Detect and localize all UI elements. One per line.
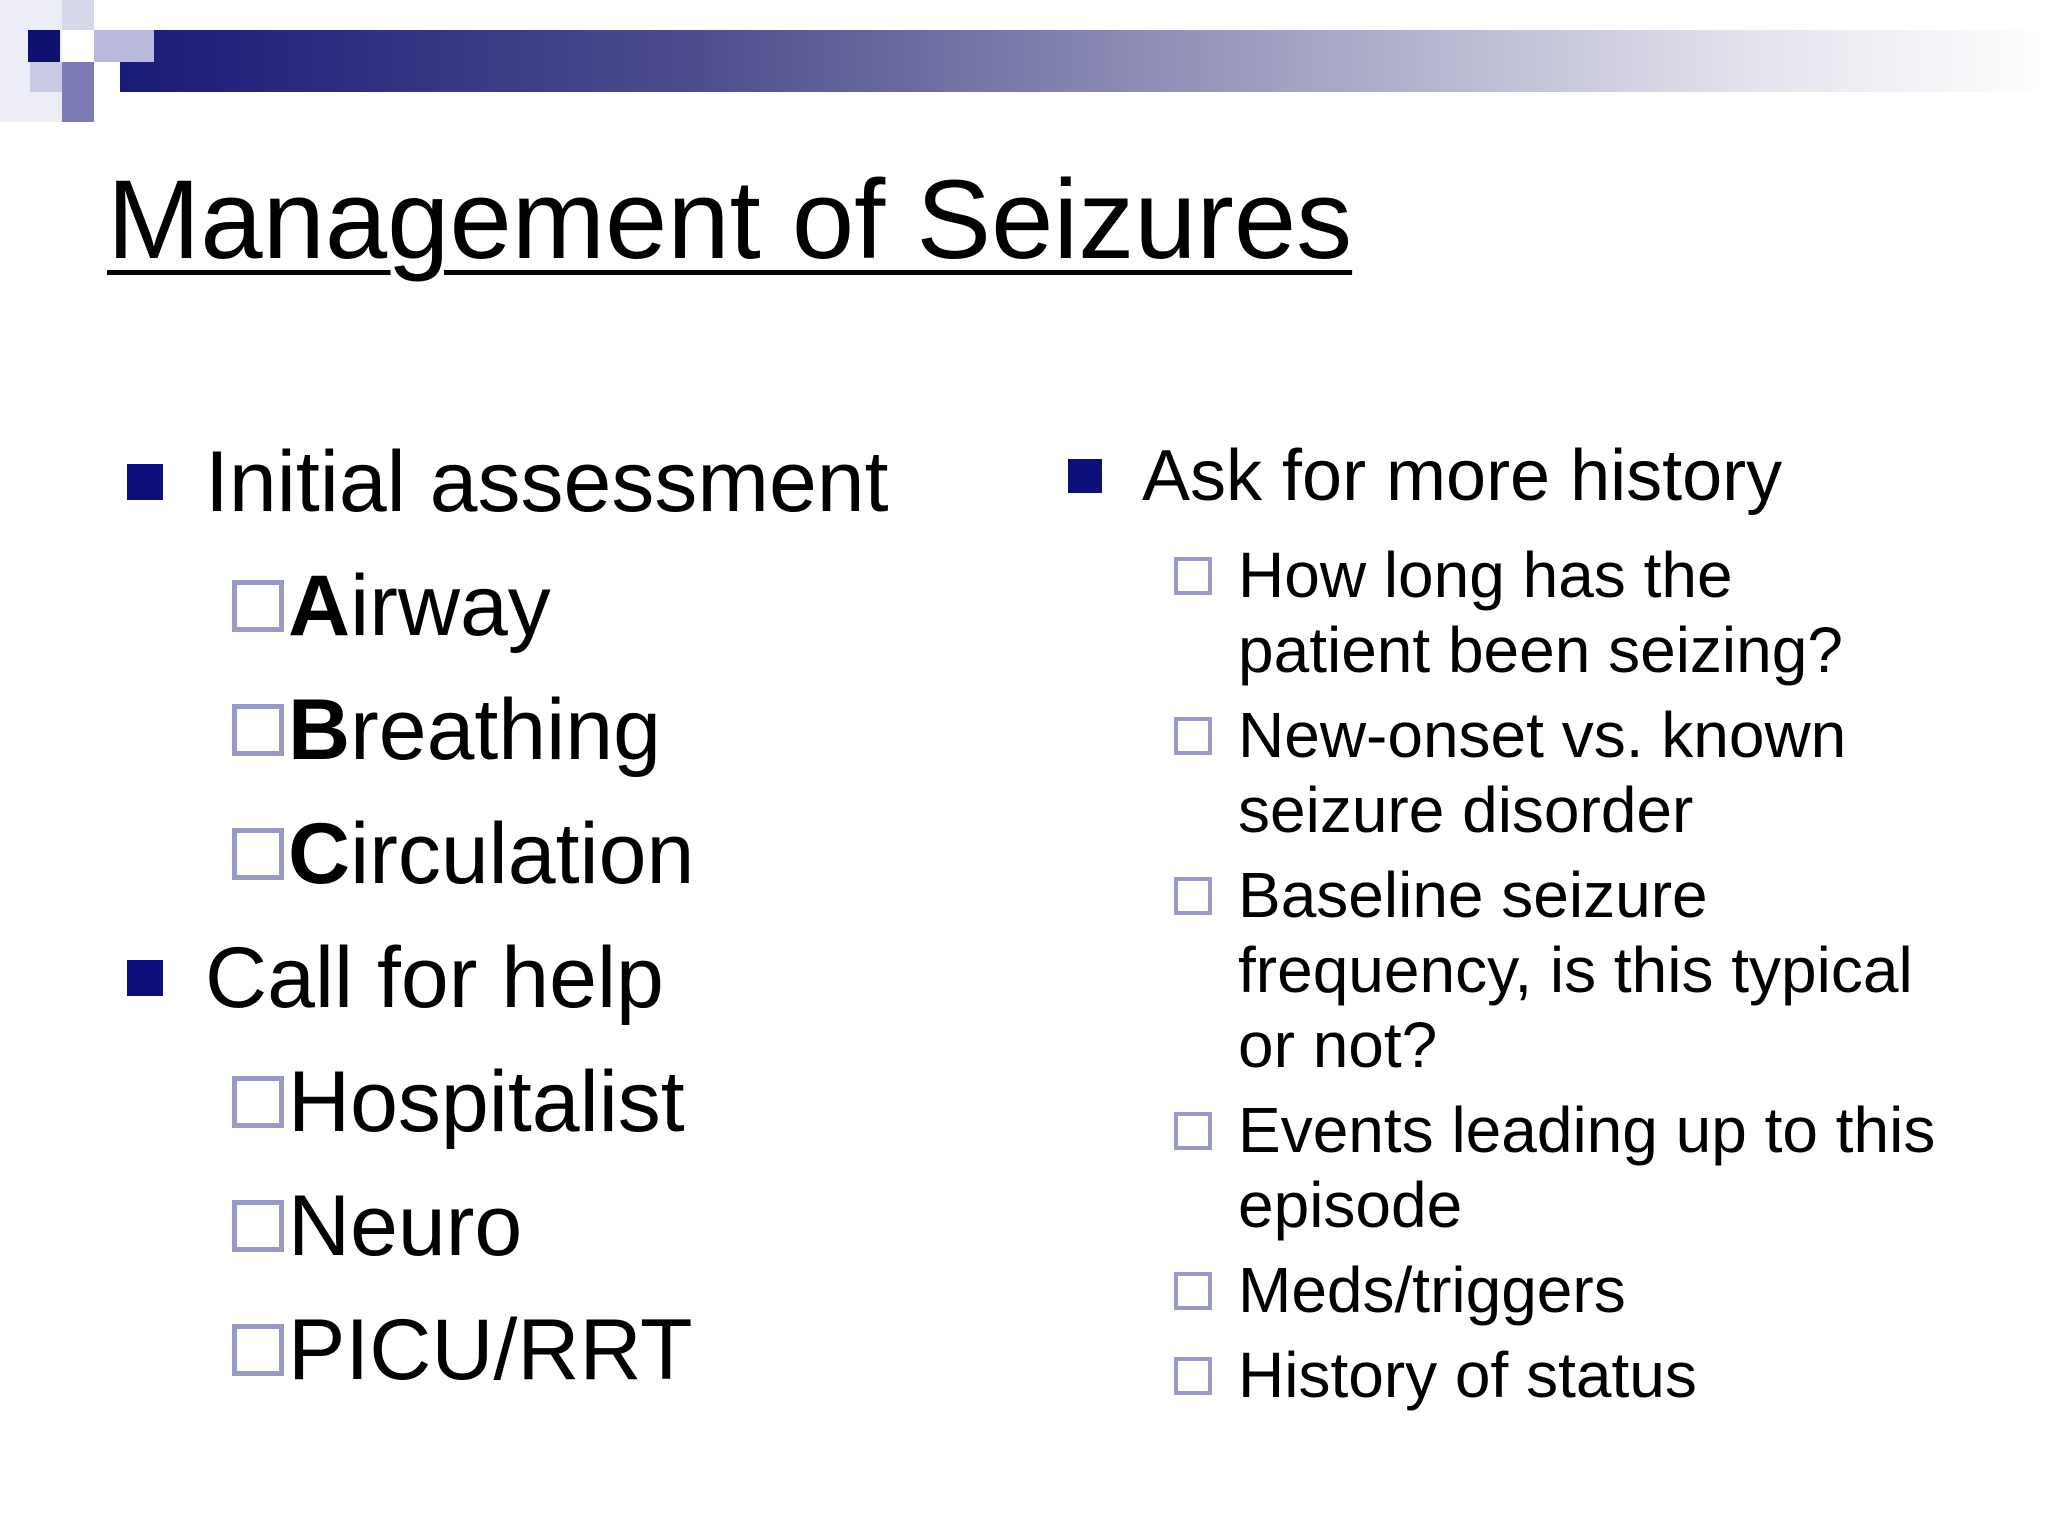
emphasis-letter: A — [288, 557, 351, 654]
hollow-square-bullet-icon — [232, 1200, 284, 1252]
square-bullet-icon — [127, 960, 163, 996]
sub-bullet-text: Events leading up to this episode — [1238, 1094, 1936, 1241]
sub-bullet-text: New-onset vs. known seizure disorder — [1238, 699, 1847, 846]
right-column — [1068, 420, 2008, 1413]
sub-bullet-item — [1174, 1253, 2008, 1328]
sub-bullet-text: How long has the patient been seizing? — [1238, 539, 1843, 686]
square-bullet-icon — [1068, 459, 1102, 493]
decorative-square — [62, 0, 94, 30]
sub-bullet-text: PICU/RRT — [288, 1301, 693, 1398]
sub-bullet-text: irway — [350, 557, 551, 654]
hollow-square-bullet-icon — [232, 1324, 284, 1376]
sub-bullet-item — [1174, 1338, 2008, 1413]
decorative-square — [94, 30, 154, 62]
hollow-square-bullet-icon — [1174, 877, 1212, 915]
sub-bullet-text: Meds/triggers — [1238, 1254, 1626, 1326]
sub-bullet-text: Neuro — [288, 1177, 523, 1274]
bullet-item — [127, 916, 1007, 1040]
hollow-square-bullet-icon — [232, 828, 284, 880]
sub-bullet-item — [232, 544, 1007, 668]
bullet-text: Ask for more history — [1142, 436, 1783, 516]
sub-bullet-text: Hospitalist — [288, 1053, 685, 1150]
sub-bullet-item — [232, 1164, 1007, 1288]
hollow-square-bullet-icon — [1174, 1272, 1212, 1310]
sub-bullet-item — [1174, 698, 2008, 848]
sub-bullet-item — [1174, 858, 2008, 1083]
sub-bullet-item — [232, 792, 1007, 916]
bullet-text: Initial assessment — [205, 433, 889, 530]
hollow-square-bullet-icon — [232, 580, 284, 632]
sub-bullet-item — [232, 1040, 1007, 1164]
decorative-square — [30, 62, 62, 92]
header-gradient-bar — [120, 30, 2048, 92]
decorative-square — [62, 62, 94, 122]
sub-bullet-text: reathing — [350, 681, 661, 778]
hollow-square-bullet-icon — [1174, 1357, 1212, 1395]
hollow-square-bullet-icon — [1174, 557, 1212, 595]
sub-bullet-item — [232, 1288, 1007, 1412]
sub-bullet-text: History of status — [1238, 1339, 1697, 1411]
sub-bullet-text: Baseline seizure frequency, is this typical or not? — [1238, 859, 1913, 1081]
emphasis-letter: B — [288, 681, 351, 778]
left-column — [127, 420, 1007, 1412]
hollow-square-bullet-icon — [232, 704, 284, 756]
bullet-item — [1068, 424, 2008, 528]
hollow-square-bullet-icon — [232, 1076, 284, 1128]
emphasis-letter: C — [288, 805, 351, 902]
sub-bullet-item — [1174, 1093, 2008, 1243]
bullet-item — [127, 420, 1007, 544]
slide-title: Management of Seizures — [107, 157, 1353, 282]
sub-bullet-item — [1174, 538, 2008, 688]
sub-bullet-text: irculation — [350, 805, 695, 902]
square-bullet-icon — [127, 464, 163, 500]
sub-bullet-item — [232, 668, 1007, 792]
hollow-square-bullet-icon — [1174, 717, 1212, 755]
bullet-text: Call for help — [205, 929, 664, 1026]
hollow-square-bullet-icon — [1174, 1112, 1212, 1150]
decorative-square — [28, 30, 60, 62]
